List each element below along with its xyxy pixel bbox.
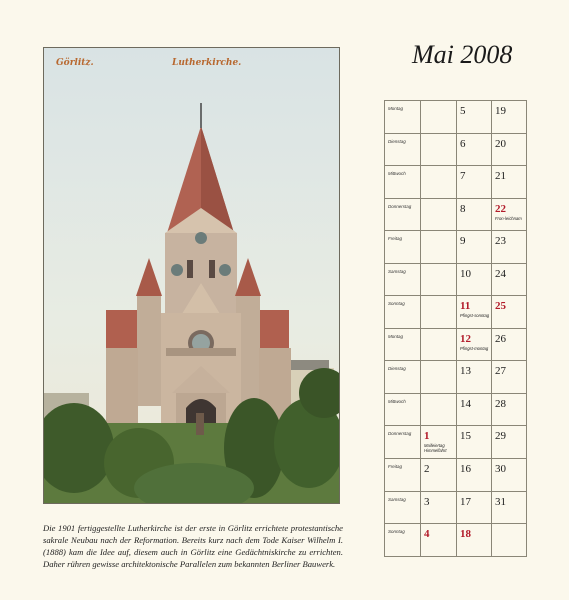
day-number: 30: [495, 463, 506, 476]
notes-cell: [421, 166, 457, 199]
notes-cell: [421, 263, 457, 296]
notes-cell: [421, 459, 457, 492]
calendar-row: [385, 198, 527, 231]
day-number: 28: [495, 397, 506, 410]
calendar-grid: [384, 100, 527, 557]
notes-cell: [421, 101, 457, 134]
day-cell: [457, 524, 492, 557]
weekday-cell: [385, 328, 421, 361]
photo-city-label: Görlitz.: [56, 58, 94, 68]
day-number: 14: [460, 397, 471, 410]
weekday-label: Mittwoch: [388, 398, 406, 404]
weekday-cell: [385, 491, 421, 524]
day-number: 20: [495, 137, 506, 150]
day-number: 27: [495, 365, 506, 378]
day-cell: [457, 263, 492, 296]
day-number: 16: [460, 463, 471, 476]
photo-church-label: Lutherkirche.: [172, 58, 242, 68]
holiday-note: Pfingst-montag: [460, 345, 489, 351]
day-cell: [457, 328, 492, 361]
calendar-row: [385, 166, 527, 199]
calendar-row: [385, 231, 527, 264]
calendar-row: [385, 263, 527, 296]
day-cell: [492, 328, 527, 361]
day-number: 13: [460, 365, 471, 378]
photo-caption: Die 1901 fertiggestellte Lutherkirche ist der erste in Görlitz errichtete protestantische sakrale Neubau nach der Reformation. Bereits kurz nach dem Tode Kaiser Wilhelm I. (1888) kam die Idee auf, diesem auch in Görlitz eine Gedächtniskirche zu errichten. Daher rühren gewisse architektonische Parallelen zum bekannten Berliner Bauwerk.: [43, 523, 343, 569]
weekday-label: Freitag: [388, 236, 403, 242]
notes-cell: [421, 296, 457, 329]
weekday-cell: [385, 426, 421, 459]
day-number: 17: [460, 495, 471, 508]
day-number: 21: [495, 170, 506, 183]
day-number: 22: [495, 202, 506, 215]
weekday-cell: [385, 133, 421, 166]
calendar-row: [385, 101, 527, 134]
day-cell: [457, 166, 492, 199]
calendar-row: [385, 491, 527, 524]
day-cell: [457, 393, 492, 426]
weekday-label: Donnerstag: [388, 431, 412, 437]
weekday-cell: [385, 101, 421, 134]
day-number: 2: [424, 463, 430, 476]
weekday-label: Montag: [388, 333, 404, 339]
day-cell: [492, 101, 527, 134]
notes-cell: [421, 393, 457, 426]
day-number: 23: [495, 235, 506, 248]
day-number: 7: [460, 170, 466, 183]
day-number: 15: [460, 430, 471, 443]
weekday-cell: [385, 393, 421, 426]
weekday-label: Donnerstag: [388, 203, 412, 209]
notes-cell: [421, 198, 457, 231]
day-number: 1: [424, 430, 430, 443]
notes-cell: [421, 524, 457, 557]
day-cell: [457, 296, 492, 329]
day-number: 25: [495, 300, 506, 313]
day-number: 31: [495, 495, 506, 508]
calendar-row: [385, 393, 527, 426]
holiday-note: Maifeiertag Himmelfahrt: [424, 443, 447, 454]
day-cell: [457, 198, 492, 231]
weekday-label: Dienstag: [388, 366, 406, 372]
weekday-cell: [385, 231, 421, 264]
day-cell: [457, 231, 492, 264]
month-title: Mai 2008: [412, 40, 513, 69]
weekday-label: Samstag: [388, 268, 406, 274]
weekday-cell: [385, 524, 421, 557]
day-cell: [492, 198, 527, 231]
day-number: 18: [460, 528, 471, 541]
weekday-label: Mittwoch: [388, 171, 406, 177]
day-number: 12: [460, 332, 471, 345]
notes-cell: [421, 328, 457, 361]
lutherkirche-illustration: [44, 48, 340, 504]
weekday-cell: [385, 263, 421, 296]
day-number: 9: [460, 235, 466, 248]
day-number: 6: [460, 137, 466, 150]
day-cell: [457, 101, 492, 134]
day-cell: [492, 491, 527, 524]
day-cell: [457, 459, 492, 492]
weekday-cell: [385, 198, 421, 231]
weekday-label: Freitag: [388, 464, 403, 470]
notes-cell: [421, 133, 457, 166]
weekday-label: Sonntag: [388, 301, 405, 307]
day-number: 5: [460, 105, 466, 117]
day-number: 24: [495, 267, 506, 280]
day-cell: [492, 133, 527, 166]
notes-cell: [421, 231, 457, 264]
day-cell: [492, 426, 527, 459]
notes-cell: [421, 361, 457, 394]
day-cell: [492, 524, 527, 557]
day-cell: [457, 361, 492, 394]
weekday-cell: [385, 296, 421, 329]
holiday-note: Fron-leichnam: [495, 215, 522, 221]
weekday-label: Dienstag: [388, 138, 406, 144]
day-cell: [492, 263, 527, 296]
day-number: 3: [424, 495, 430, 508]
day-cell: [492, 361, 527, 394]
day-number: 19: [495, 105, 506, 117]
day-cell: [492, 459, 527, 492]
weekday-cell: [385, 166, 421, 199]
weekday-label: Sonntag: [388, 529, 405, 535]
day-cell: [492, 296, 527, 329]
holiday-note: Pfingst-sonntag: [460, 313, 490, 319]
day-number: 26: [495, 332, 506, 345]
church-photo: [43, 47, 340, 504]
day-cell: [457, 133, 492, 166]
calendar-row: [385, 426, 527, 459]
calendar-row: [385, 296, 527, 329]
notes-cell: [421, 426, 457, 459]
weekday-cell: [385, 361, 421, 394]
calendar-row: [385, 459, 527, 492]
day-number: 11: [460, 300, 471, 313]
day-cell: [457, 426, 492, 459]
weekday-label: Montag: [388, 106, 404, 111]
calendar-row: [385, 133, 527, 166]
day-cell: [492, 166, 527, 199]
calendar-row: [385, 328, 527, 361]
day-cell: [492, 393, 527, 426]
day-cell: [492, 231, 527, 264]
calendar-row: [385, 361, 527, 394]
weekday-cell: [385, 459, 421, 492]
weekday-label: Samstag: [388, 496, 406, 502]
day-number: 29: [495, 430, 506, 443]
calendar-row: [385, 524, 527, 557]
day-number: 8: [460, 202, 466, 215]
notes-cell: [421, 491, 457, 524]
day-number: 10: [460, 267, 471, 280]
day-number: 4: [424, 528, 430, 541]
day-cell: [457, 491, 492, 524]
